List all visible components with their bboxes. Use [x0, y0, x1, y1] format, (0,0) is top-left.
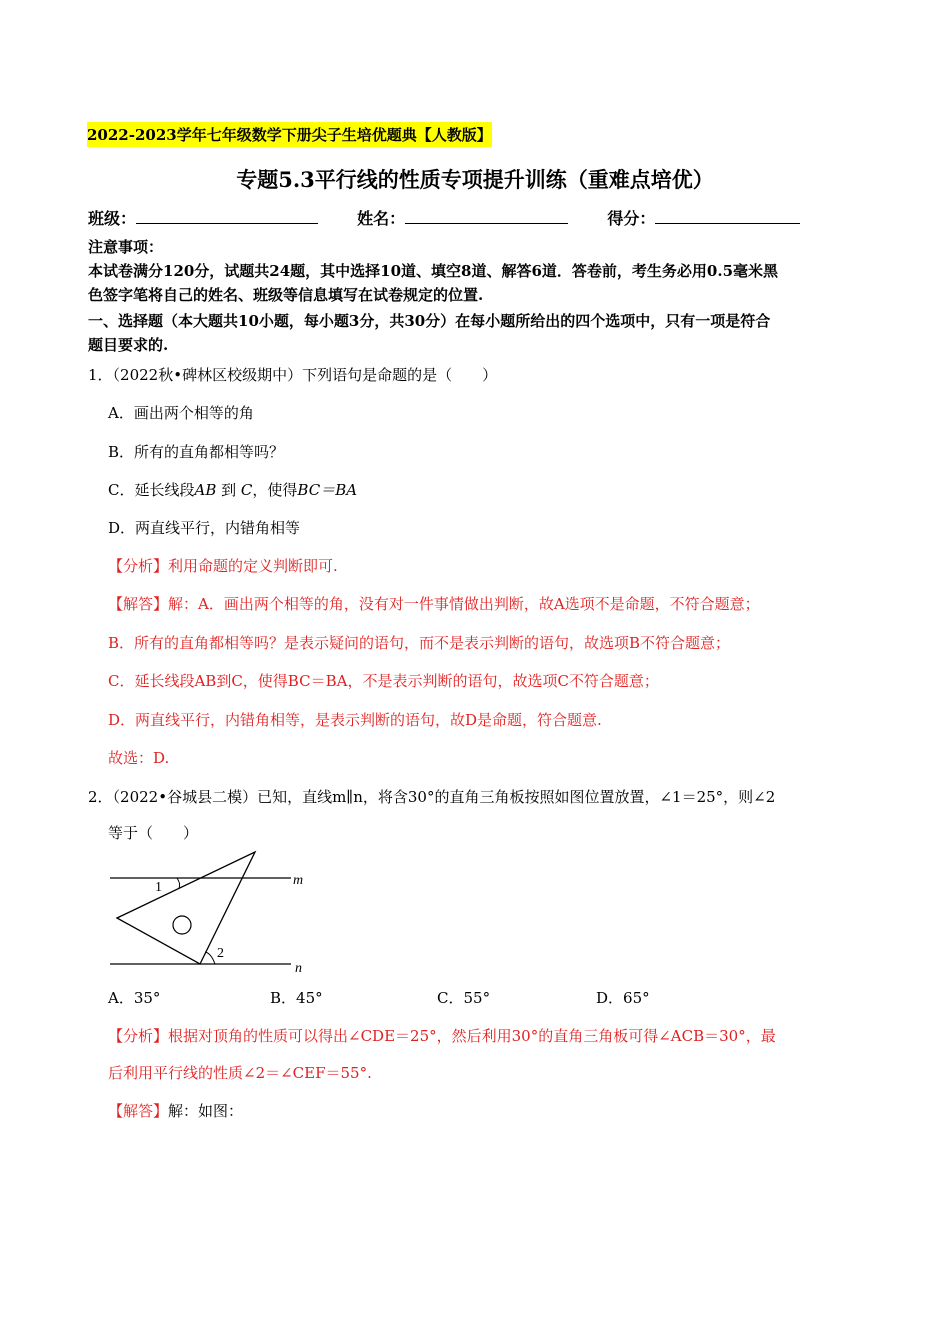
angle1-label: 1 [155, 880, 162, 895]
q1-option-b[interactable]: B．所有的直角都相等吗？ [108, 443, 285, 461]
q2-analysis-line-2: 后利用平行线的性质∠2＝∠CEF＝55°. [108, 1064, 372, 1082]
page-title: 专题5.3平行线的性质专项提升训练（重难点培优） [236, 167, 714, 192]
name-label: 姓名： [357, 209, 406, 228]
line-n-label: n [295, 961, 302, 976]
score-field[interactable] [655, 209, 800, 224]
answer-tag: 【解答】 [108, 595, 169, 613]
q2-option-b[interactable]: B．45° [270, 989, 323, 1007]
q1-option-a[interactable]: A．画出两个相等的角 [108, 404, 254, 422]
triangle-ruler [117, 852, 255, 964]
name-field[interactable] [405, 209, 568, 224]
q2-option-c[interactable]: C．55° [437, 989, 491, 1007]
q1-answer-line-2: B．所有的直角都相等吗？是表示疑问的语句，而不是表示判断的语句，故选项B不符合题意； [108, 634, 731, 652]
score-label: 得分： [607, 209, 656, 228]
ruler-hole [173, 916, 191, 934]
q1-answer-line-4: D．两直线平行，内错角相等，是表示判断的语句，故D是命题，符合题意. [108, 711, 602, 729]
angle1-arc [177, 878, 180, 888]
notes-line-1: 本试卷满分120分，试题共24题，其中选择10道、填空8道、解答6道．答卷前，考生务必用0.5毫米黑 [88, 262, 779, 280]
angle2-arc [205, 952, 215, 964]
q2-option-d[interactable]: D．65° [596, 989, 650, 1007]
q2-stem-line-1: 2．（2022•谷城县二模）已知，直线m∥n，将含30°的直角三角板按照如图位置放置，∠1＝25°，则∠2 [88, 788, 776, 806]
q1-answer-line-1: 【解答】解：A．画出两个相等的角，没有对一件事情做出判断，故A选项不是命题，不符合题意； [108, 595, 760, 613]
student-info-row [88, 206, 800, 229]
analysis-tag: 【分析】 [108, 1027, 169, 1045]
section-heading-1: 一、选择题（本大题共10小题，每小题3分，共30分）在每小题所给出的四个选项中，只有一项是符合 [88, 312, 771, 330]
notes-line-2: 色签字笔将自己的姓名、班级等信息填写在试卷规定的位置. [88, 286, 484, 304]
notes-heading: 注意事项： [88, 238, 164, 256]
q2-analysis-line-1: 【分析】根据对顶角的性质可以得出∠CDE＝25°，然后利用30°的直角三角板可得∠ACB＝30°，最 [108, 1027, 776, 1045]
line-m-label: m [293, 873, 304, 888]
q2-figure [105, 848, 315, 978]
q2-answer: 【解答】解：如图： [108, 1102, 244, 1120]
angle2-label: 2 [217, 946, 224, 961]
q2-option-a[interactable]: A．35° [108, 989, 161, 1007]
q1-stem: 1．（2022秋•碑林区校级期中）下列语句是命题的是（ ） [88, 366, 498, 384]
q1-choice: 故选：D. [108, 749, 170, 767]
class-label: 班级： [88, 209, 137, 228]
q1-analysis: 【分析】利用命题的定义判断即可. [108, 557, 338, 575]
q1-answer-line-3: C．延长线段AB到C，使得BC＝BA，不是表示判断的语句，故选项C不符合题意； [108, 672, 659, 690]
q2-stem-line-2: 等于（ ） [108, 824, 199, 842]
q1-option-d[interactable]: D．两直线平行，内错角相等 [108, 519, 301, 537]
series-banner: 2022-2023学年七年级数学下册尖子生培优题典【人教版】 [87, 122, 492, 147]
q1-option-c[interactable]: C．延长线段AB 到 C，使得BC＝BA [108, 481, 358, 499]
answer-tag: 【解答】 [108, 1102, 169, 1120]
analysis-tag: 【分析】 [108, 557, 169, 575]
section-heading-2: 题目要求的. [88, 336, 169, 354]
class-field[interactable] [136, 209, 318, 224]
